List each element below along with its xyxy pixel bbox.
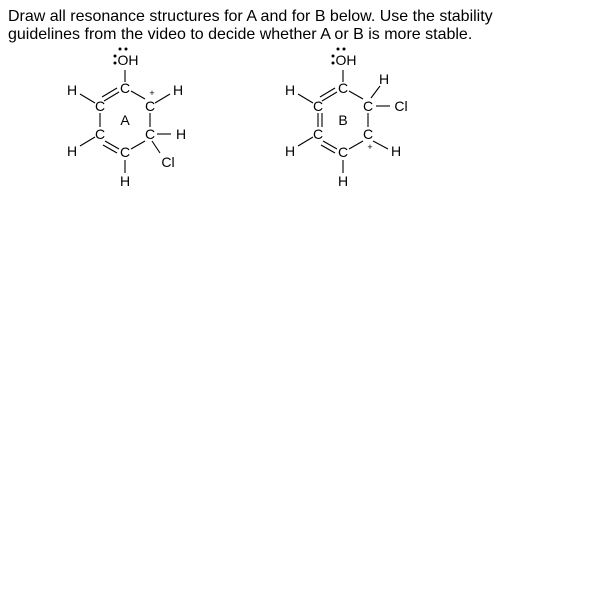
molecule-a-cl: Cl [161,154,175,170]
molecule-a-h-bottom: H [119,173,131,189]
molecule-a-positive-charge: + [149,88,155,98]
question-line-2: guidelines from the video to decide whether A or B is more stable. [8,26,473,43]
question-line-1: Draw all resonance structures for A and for B below. Use the stability [8,8,493,25]
molecule-b-c2: C [362,98,374,114]
molecule-b-oh-label: OH [335,52,357,68]
molecule-b-c4: C [337,144,349,160]
molecule-b-h-left-top: H [284,82,296,98]
molecule-a-c3: C [144,126,156,142]
molecule-a-h-left-bottom: H [66,143,78,159]
molecule-a [67,48,186,190]
molecule-a-c6: C [94,98,106,114]
molecule-b-c6: C [312,98,324,114]
molecule-b [285,48,408,190]
molecule-a-c2: C [144,98,156,114]
molecule-b-h-right-bottom: H [390,143,402,159]
molecule-a-h-right: H [175,126,187,142]
molecule-b-c1: C [337,80,349,96]
molecule-b-label: B [338,112,348,128]
molecule-a-h-right-top: H [172,82,184,98]
molecule-a-c4: C [119,144,131,160]
molecule-b-h-bottom: H [337,173,349,189]
molecule-a-oh-label: OH [117,52,139,68]
molecule-a-c1: C [119,80,131,96]
molecule-a-c5: C [94,126,106,142]
molecule-a-h-left-top: H [66,82,78,98]
molecule-b-h-left-bottom: H [284,143,296,159]
molecule-b-c3: C [362,126,374,142]
molecule-b-h-top-right: H [378,71,390,87]
molecule-b-cl: Cl [394,98,408,114]
molecule-a-label: A [120,112,130,128]
molecule-b-positive-charge: + [367,142,373,152]
molecule-b-c5: C [312,126,324,142]
